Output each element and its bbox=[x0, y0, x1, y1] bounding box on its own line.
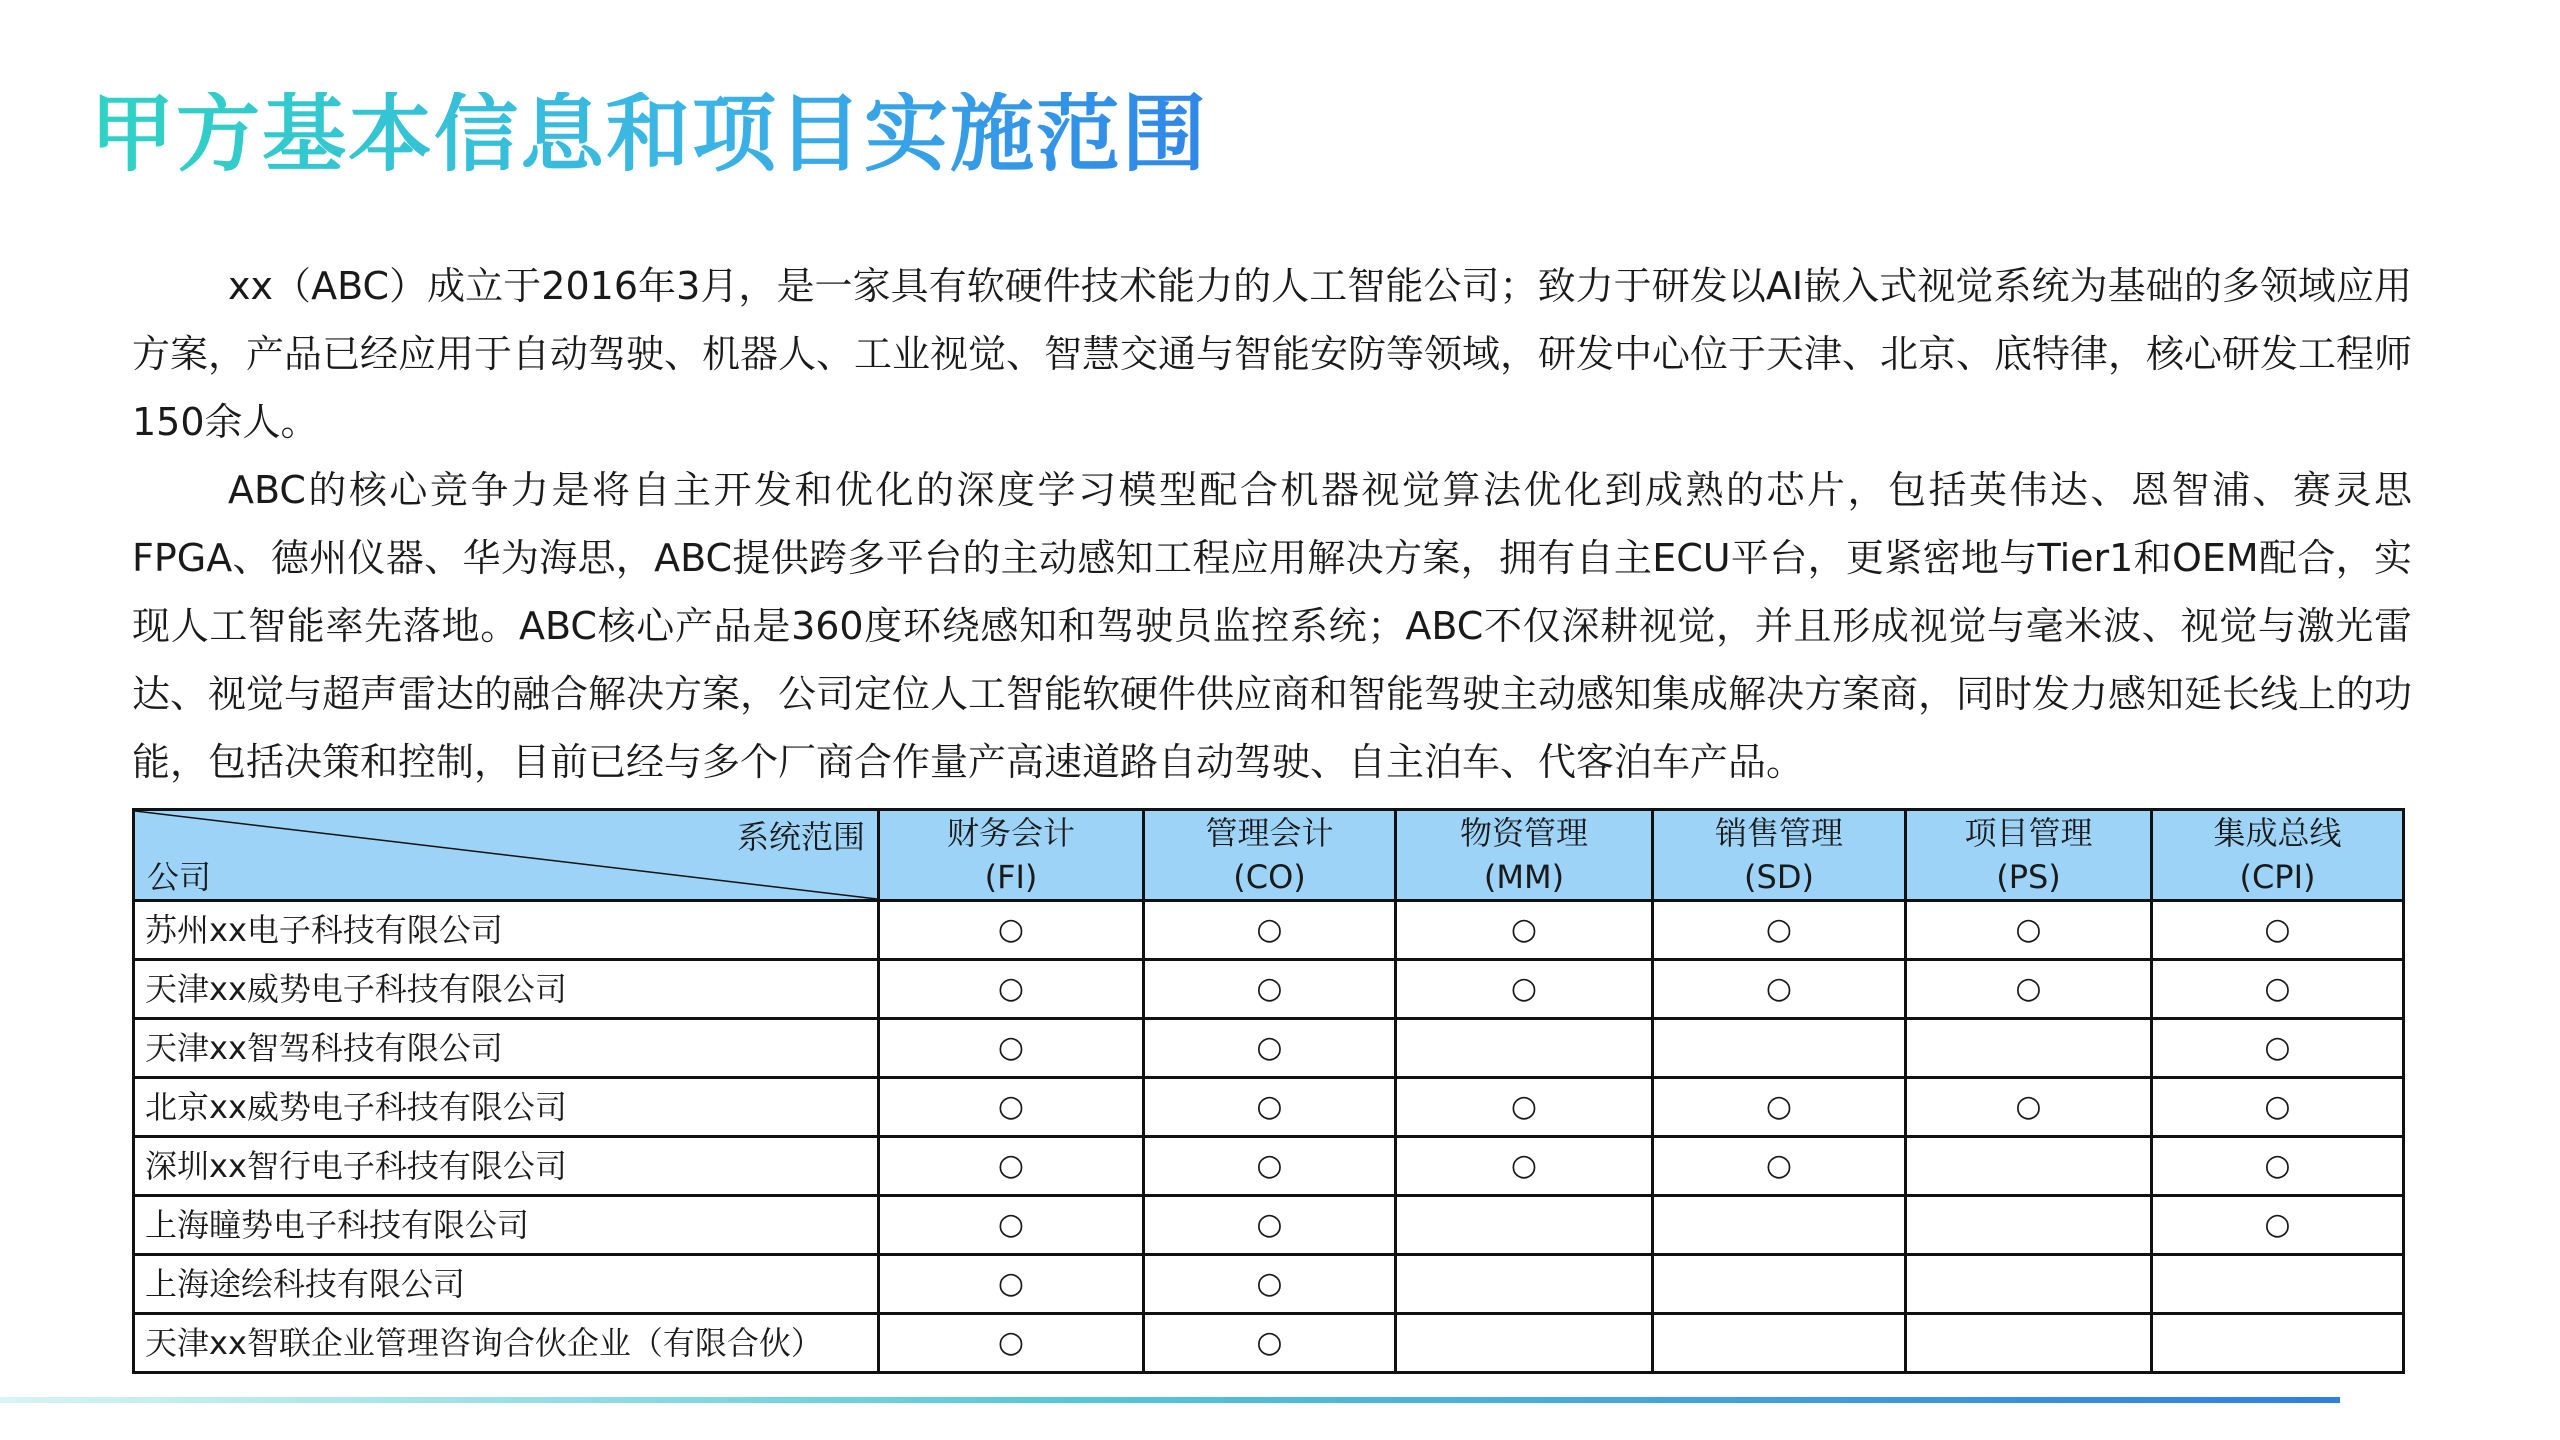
scope-cell: ○ bbox=[879, 960, 1144, 1019]
scope-cell: ○ bbox=[2152, 960, 2404, 1019]
scope-cell: ○ bbox=[1653, 960, 1906, 1019]
company-name: 天津xx威势电子科技有限公司 bbox=[134, 960, 879, 1019]
scope-cell bbox=[1396, 1314, 1653, 1373]
scope-cell: ○ bbox=[1396, 1078, 1653, 1137]
scope-cell bbox=[1396, 1196, 1653, 1255]
table-row bbox=[134, 901, 2404, 960]
table-row bbox=[134, 1314, 2404, 1373]
company-name: 北京xx威势电子科技有限公司 bbox=[134, 1078, 879, 1137]
scope-cell bbox=[1906, 1196, 2152, 1255]
scope-cell: ○ bbox=[1144, 1196, 1396, 1255]
table-row bbox=[134, 1196, 2404, 1255]
scope-cell: ○ bbox=[1144, 901, 1396, 960]
scope-cell: ○ bbox=[879, 901, 1144, 960]
scope-cell: ○ bbox=[879, 1137, 1144, 1196]
scope-cell: ○ bbox=[879, 1255, 1144, 1314]
scope-cell: ○ bbox=[1396, 960, 1653, 1019]
scope-cell: ○ bbox=[1396, 1137, 1653, 1196]
column-header-ps bbox=[1906, 810, 2152, 901]
table-row bbox=[134, 960, 2404, 1019]
column-header-name: 集成总线 bbox=[2213, 814, 2342, 852]
column-header-co bbox=[1144, 810, 1396, 901]
company-name: 天津xx智联企业管理咨询合伙企业（有限合伙） bbox=[134, 1314, 879, 1373]
scope-cell: ○ bbox=[1144, 1314, 1396, 1373]
intro-paragraph-1: xx（ABC）成立于2016年3月，是一家具有软硬件技术能力的人工智能公司；致力于研发以AI嵌入式视觉系统为基础的多领域应用方案，产品已经应用于自动驾驶、机器人、工业视觉、智慧交通与智能安防等领域，研发中心位于天津、北京、底特律，核心研发工程师150余人。 bbox=[132, 264, 2413, 444]
column-header-code: (SD) bbox=[1744, 858, 1814, 896]
page-title: 甲方基本信息和项目实施范围 bbox=[90, 85, 1209, 183]
company-name: 上海途绘科技有限公司 bbox=[134, 1255, 879, 1314]
scope-cell: ○ bbox=[2152, 1196, 2404, 1255]
scope-cell: ○ bbox=[2152, 1078, 2404, 1137]
scope-cell: ○ bbox=[2152, 1137, 2404, 1196]
footer-accent-line bbox=[0, 1397, 2340, 1403]
column-header-code: (FI) bbox=[984, 858, 1038, 896]
scope-cell bbox=[1396, 1019, 1653, 1078]
column-header-code: (CO) bbox=[1233, 858, 1306, 896]
column-header-sd bbox=[1653, 810, 1906, 901]
table-row bbox=[134, 1019, 2404, 1078]
scope-cell: ○ bbox=[1144, 960, 1396, 1019]
column-header-fi bbox=[879, 810, 1144, 901]
corner-label-scope: 系统范围 bbox=[736, 818, 865, 856]
corner-label-company: 公司 bbox=[147, 858, 212, 896]
scope-cell bbox=[1396, 1255, 1653, 1314]
table-row bbox=[134, 1255, 2404, 1314]
company-name: 深圳xx智行电子科技有限公司 bbox=[134, 1137, 879, 1196]
table-header-row bbox=[134, 810, 2404, 901]
scope-cell bbox=[1653, 1314, 1906, 1373]
column-header-name: 管理会计 bbox=[1205, 814, 1334, 852]
scope-cell: ○ bbox=[879, 1314, 1144, 1373]
scope-cell: ○ bbox=[2152, 1019, 2404, 1078]
scope-cell: ○ bbox=[879, 1078, 1144, 1137]
scope-cell: ○ bbox=[1144, 1255, 1396, 1314]
company-name: 天津xx智驾科技有限公司 bbox=[134, 1019, 879, 1078]
scope-cell bbox=[2152, 1314, 2404, 1373]
scope-cell: ○ bbox=[1396, 901, 1653, 960]
scope-cell: ○ bbox=[1653, 1078, 1906, 1137]
scope-cell: ○ bbox=[1653, 1137, 1906, 1196]
column-header-name: 销售管理 bbox=[1714, 814, 1843, 852]
scope-cell: ○ bbox=[1144, 1078, 1396, 1137]
scope-cell: ○ bbox=[879, 1196, 1144, 1255]
column-header-name: 项目管理 bbox=[1964, 814, 2093, 852]
column-header-cpi bbox=[2152, 810, 2404, 901]
scope-cell bbox=[1653, 1196, 1906, 1255]
scope-cell: ○ bbox=[1906, 960, 2152, 1019]
table-corner-header bbox=[134, 810, 879, 901]
column-header-mm bbox=[1396, 810, 1653, 901]
company-name: 上海瞳势电子科技有限公司 bbox=[134, 1196, 879, 1255]
intro-paragraph-2: ABC的核心竞争力是将自主开发和优化的深度学习模型配合机器视觉算法优化到成熟的芯片，包括英伟达、恩智浦、赛灵思FPGA、德州仪器、华为海思，ABC提供跨多平台的主动感知工程应用解决方案，拥有自主ECU平台，更紧密地与Tier1和OEM配合，实现人工智能率先落地。ABC核心产品是360度环绕感知和驾驶员监控系统；ABC不仅深耕视觉，并且形成视觉与毫米波、视觉与激光雷达、视觉与超声雷达的融合解决方案，公司定位人工智能软硬件供应商和智能驾驶主动感知集成解决方案商，同时发力感知延长线上的功能，包括决策和控制，目前已经与多个厂商合作量产高速道路自动驾驶、自主泊车、代客泊车产品。 bbox=[132, 468, 2413, 784]
column-header-code: (MM) bbox=[1483, 858, 1565, 896]
scope-cell: ○ bbox=[1144, 1019, 1396, 1078]
scope-cell bbox=[1653, 1019, 1906, 1078]
table-row bbox=[134, 1137, 2404, 1196]
scope-cell bbox=[1906, 1314, 2152, 1373]
scope-cell bbox=[1906, 1019, 2152, 1078]
scope-cell bbox=[1906, 1255, 2152, 1314]
scope-cell: ○ bbox=[2152, 901, 2404, 960]
column-header-code: (CPI) bbox=[2239, 858, 2316, 896]
scope-cell: ○ bbox=[1906, 901, 2152, 960]
scope-cell bbox=[1653, 1255, 1906, 1314]
column-header-name: 物资管理 bbox=[1459, 814, 1588, 852]
scope-cell: ○ bbox=[879, 1019, 1144, 1078]
scope-cell bbox=[1906, 1137, 2152, 1196]
scope-table bbox=[132, 808, 2405, 1374]
scope-cell: ○ bbox=[1653, 901, 1906, 960]
company-name: 苏州xx电子科技有限公司 bbox=[134, 901, 879, 960]
table-row bbox=[134, 1078, 2404, 1137]
scope-cell: ○ bbox=[1906, 1078, 2152, 1137]
scope-cell: ○ bbox=[1144, 1137, 1396, 1196]
column-header-name: 财务会计 bbox=[946, 814, 1075, 852]
scope-cell bbox=[2152, 1255, 2404, 1314]
column-header-code: (PS) bbox=[1996, 858, 2061, 896]
